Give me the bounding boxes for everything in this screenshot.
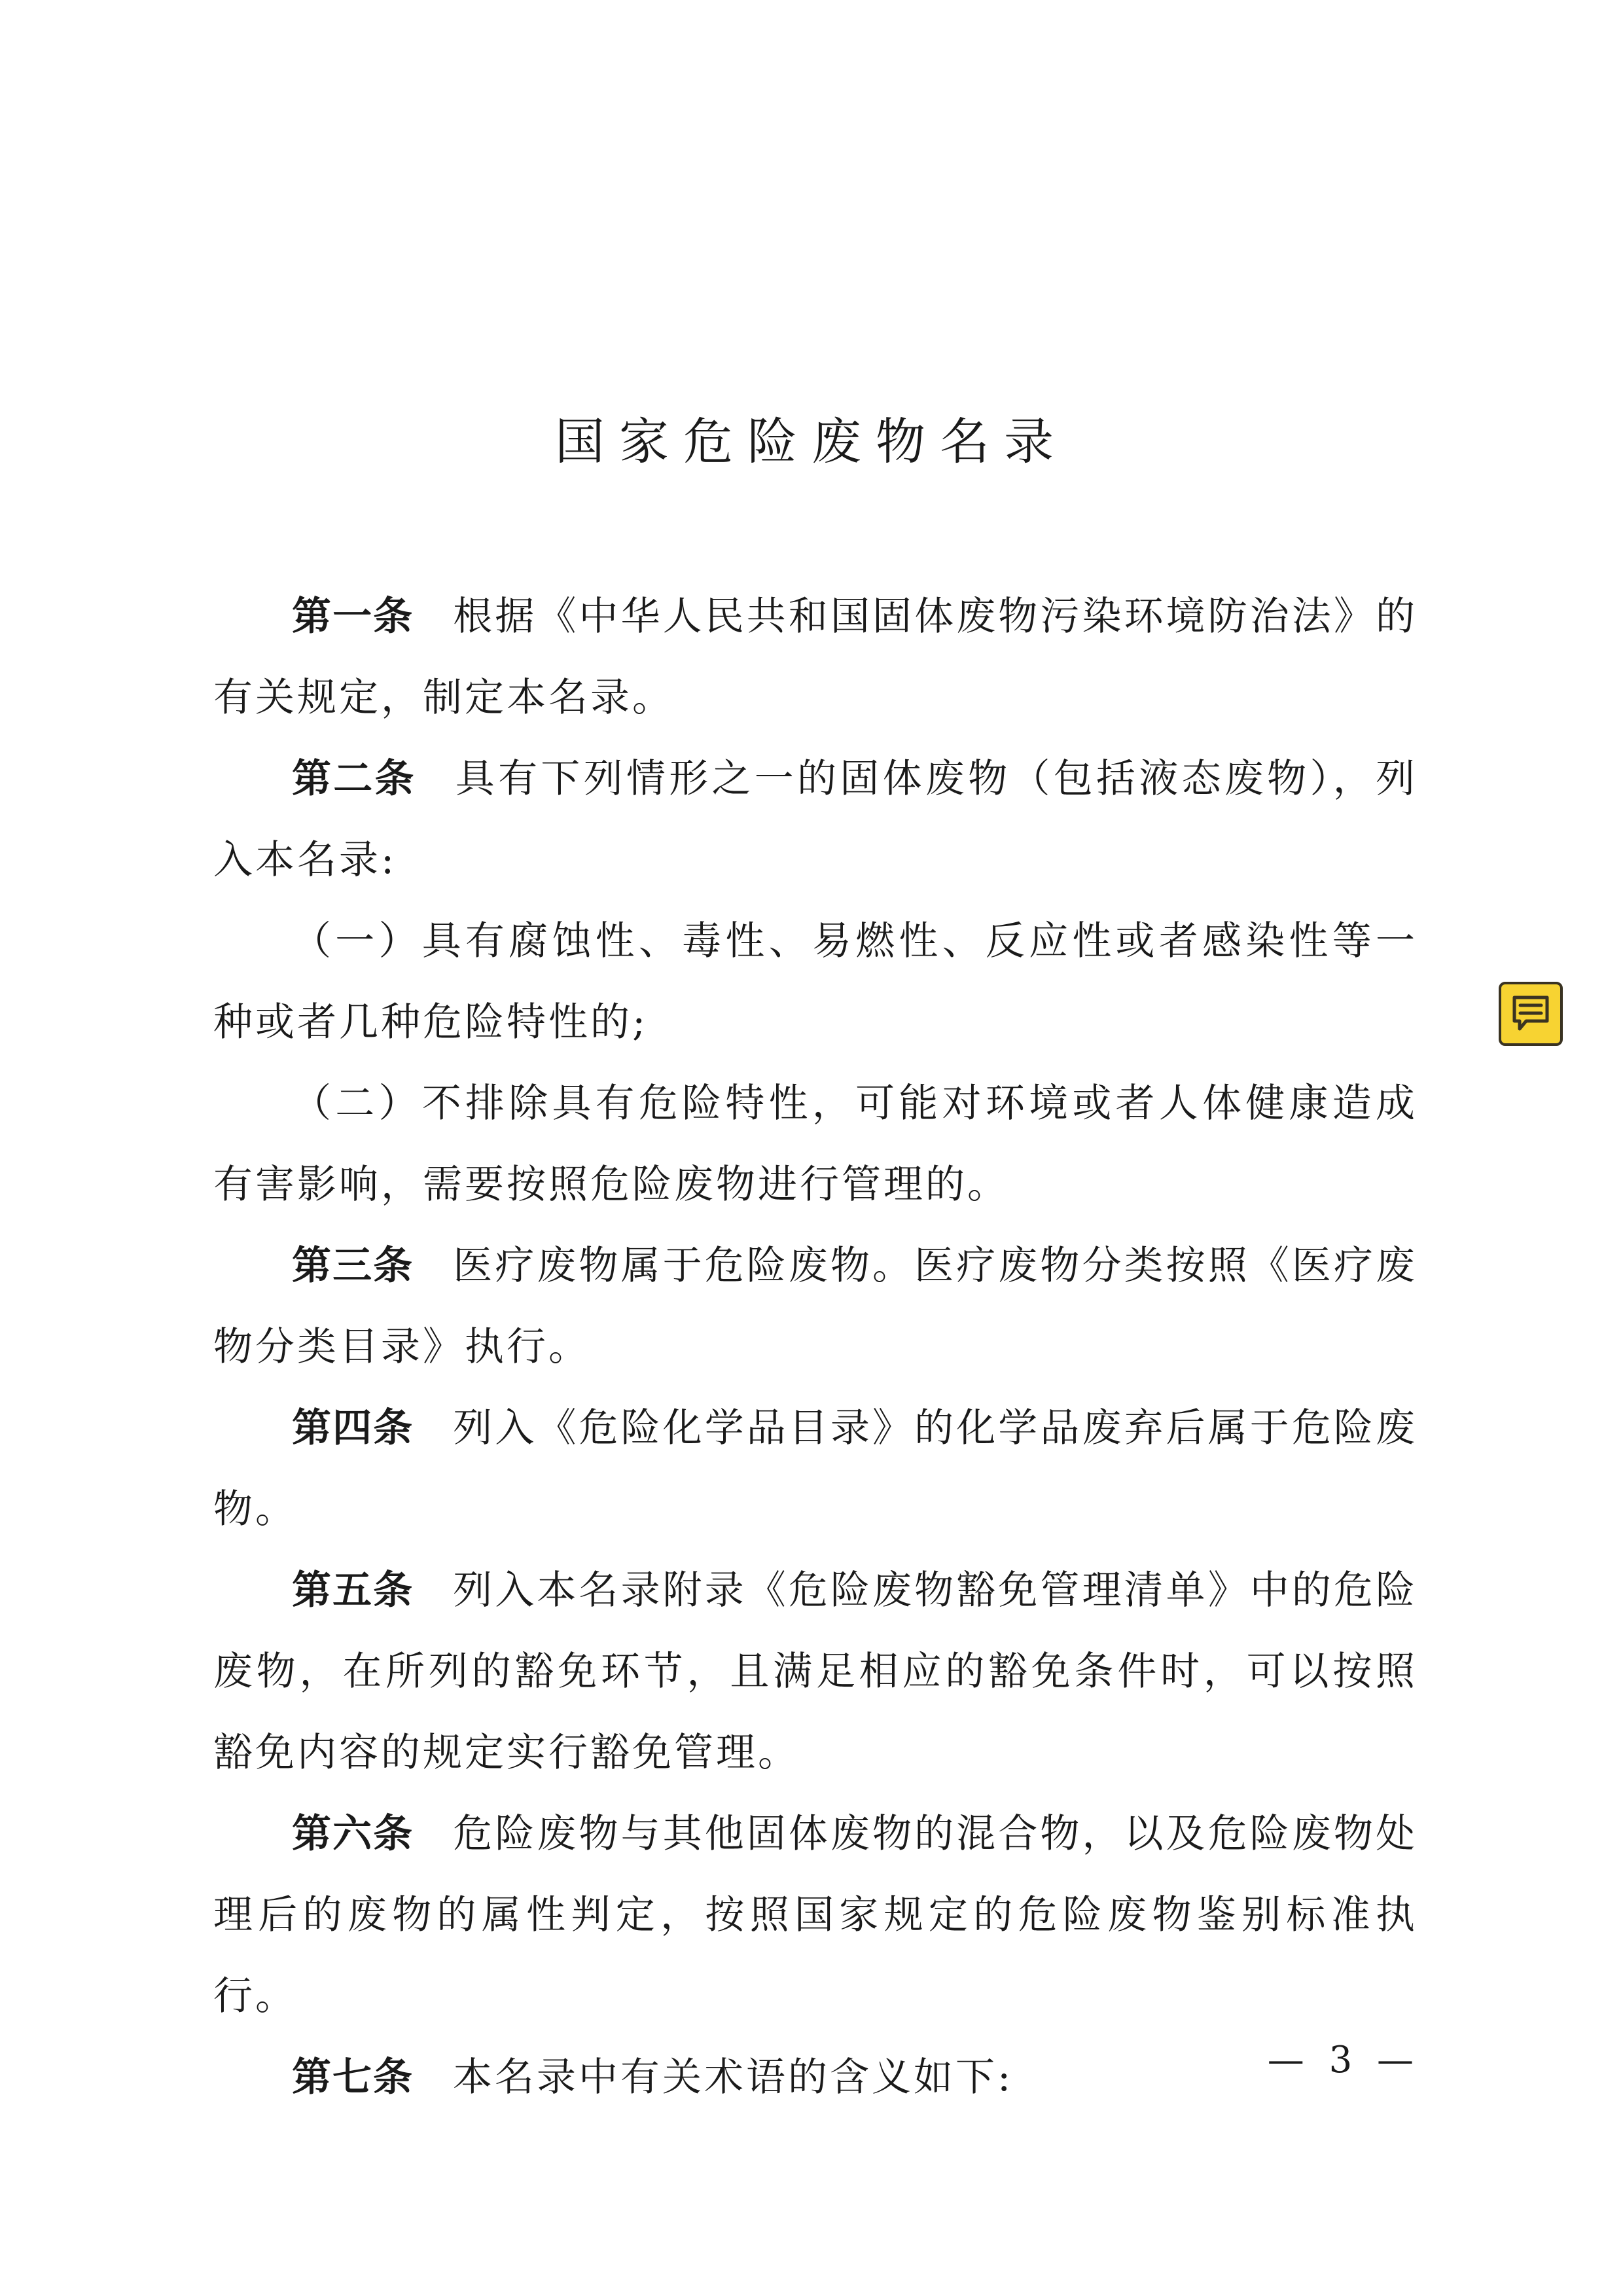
paragraph-text: 医疗废物属于危险废物。医疗废物分类按照《医疗废物分类目录》执行。 [213,1243,1418,1370]
paragraph-article-7 [213,2037,1418,2118]
comment-button[interactable] [1499,982,1563,1046]
article-number: 第三条 [292,1243,414,1289]
document-title: 国家危险废物名录 [555,412,1068,471]
article-number: 第五条 [292,1568,414,1613]
paragraph-article-3 [213,1225,1418,1388]
article-number: 第四条 [292,1405,414,1451]
article-number: 第二条 [292,756,416,802]
paragraph-text: 危险废物与其他固体废物的混合物，以及危险废物处理后的废物的属性判定，按照国家规定的危险废物鉴别标准执行。 [213,1811,1418,2019]
article-number: 第七条 [292,2054,414,2100]
paragraph-text: （二）不排除具有危险特性，可能对环境或者人体健康造成有害影响，需要按照危险废物进行管理的。 [213,1081,1418,1208]
paragraph-text: 列入本名录附录《危险废物豁免管理清单》中的危险废物，在所列的豁免环节，且满足相应的豁免条件时，可以按照豁免内容的规定实行豁免管理。 [213,1568,1418,1776]
article-number: 第一条 [292,594,414,639]
page-number: — 3 — [1267,2039,1420,2081]
paragraph-article-5 [213,1550,1418,1793]
paragraph-text: 根据《中华人民共和国固体废物污染环境防治法》的有关规定，制定本名录。 [213,594,1418,721]
paragraph-article-4 [213,1388,1418,1550]
paragraph-item-1 [213,901,1418,1063]
paragraph-text: 本名录中有关术语的含义如下: [453,2054,1014,2100]
paragraph-item-2 [213,1063,1418,1225]
comment-icon [1510,994,1551,1034]
paragraph-article-2 [213,738,1418,901]
paragraph-text: 具有下列情形之一的固体废物（包括液态废物），列入本名录: [213,756,1418,883]
paragraph-article-1 [213,576,1418,738]
paragraph-article-6 [213,1793,1418,2037]
document-body [213,576,1418,2118]
paragraph-text: 列入《危险化学品目录》的化学品废弃后属于危险废物。 [213,1405,1418,1532]
article-number: 第六条 [292,1811,414,1857]
paragraph-text: （一）具有腐蚀性、毒性、易燃性、反应性或者感染性等一种或者几种危险特性的; [213,918,1418,1045]
